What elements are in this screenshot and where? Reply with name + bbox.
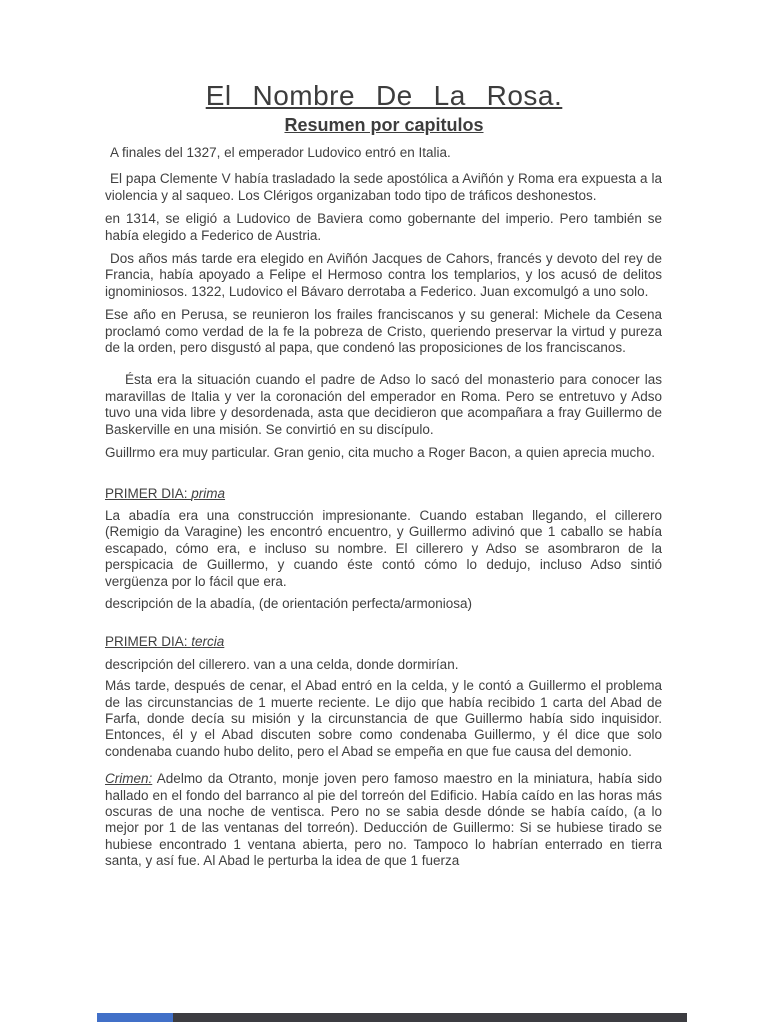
paragraph: Ésta era la situación cuando el padre de Adso lo sacó del monasterio para conocer las maravillas de Italia y ver la coronación del emperador en Roma. Pero se entretuvo y Adso tuvo una vida libre y desordenada, asta que decidieron que acompañara a fray Guillermo de Baskerville en una misión. Se convirtió en su discípulo. [105, 372, 662, 437]
paragraph: Ese año en Perusa, se reunieron los frailes franciscanos y su general: Michele da Cesena proclamó como verdad de la fe la pobreza de Cristo, queriendo preservar la virtud y pureza de la orden, pero disgustó al papa, que condenó las proposiciones de los franciscanos. [105, 307, 662, 356]
paragraph: Dos años más tarde era elegido en Aviñón Jacques de Cahors, francés y devoto del rey de Francia, había apoyado a Felipe el Hermoso contra los templarios, y los acusó de delitos ignominiosos. 1322, Ludovico el Bávaro derrotaba a Federico. Juan excomulgó a uno solo. [105, 251, 662, 299]
section-heading [105, 634, 662, 650]
paragraph: descripción de la abadía, (de orientación perfecta/armoniosa) [105, 595, 472, 611]
heading-hour: prima [191, 485, 226, 501]
paragraph: Guillrmo era muy particular. Gran genio, cita mucho a Roger Bacon, a quien aprecia mucho. [105, 445, 656, 461]
paragraph: El papa Clemente V había trasladado la sede apostólica a Aviñón y Roma era expuesta a la violencia y al saqueo. Los Clérigos organizaban todo tipo de tráficos deshonestos. [105, 171, 662, 203]
heading-hour: tercia [191, 634, 225, 650]
heading-label: PRIMER DIA: [105, 634, 188, 650]
crime-label: Crimen: [105, 771, 153, 787]
heading-label: PRIMER DIA: [105, 485, 188, 501]
document-title: El Nombre De La Rosa. [205, 80, 563, 111]
progress-bar[interactable] [97, 1013, 687, 1022]
progress-fill [97, 1013, 173, 1022]
document-subtitle: Resumen por capitulos [284, 115, 484, 135]
paragraph: Más tarde, después de cenar, el Abad entró en la celda, y le contó a Guillermo el problema de las circunstancias de 1 muerte reciente. Le dijo que había recibido 1 carta del Abad de Farfa, donde decía su misión y la circunstancia de que Guillermo había sido inquisidor. Entonces, él y el Abad discuten sobre como condenaba Guillermo, y él dice que solo condenaba cuando hubo delito, pero el Abad se empeña en que fue causa del demonio. [105, 678, 662, 759]
paragraph: descripción del cillerero. van a una celda, donde dormirían. [105, 656, 459, 672]
paragraph: A finales del 1327, el emperador Ludovico entró en Italia. [110, 145, 451, 160]
paragraph: La abadía era una construcción impresionante. Cuando estaban llegando, el cillerero (Remigio da Varagine) les encontró encuentro, y Guillermo adivinó que 1 caballo se había escapado, cómo era, e incluso su nombre. El cillerero y Adso se asombraron de la perspicacia de Guillermo, y cuando éste contó cómo lo dedujo, incluso Adso sintió vergüenza por lo fácil que era. [105, 507, 662, 589]
section-heading [105, 486, 662, 502]
crime-text: Adelmo da Otranto, monje joven pero famoso maestro en la miniatura, había sido hallado en el fondo del barranco al pie del torreón del Edificio. Había caído en las horas más oscuras de una noche de ventisca. Pero no se sabia desde dónde se había caído, (a lo mejor por 1 de las ventanas del torreón). Deducción de Guillermo: Si se hubiese tirado se hubiese encontrado 1 ventana abierta, pero no. Tampoco lo habrían enterrado en tierra santa, y así fue. Al Abad le perturba la idea de que 1 fuerza [105, 771, 662, 869]
document-body [0, 145, 768, 870]
crime-paragraph [105, 771, 662, 869]
paragraph: en 1314, se eligió a Ludovico de Baviera como gobernante del imperio. Pero también se había elegido a Federico de Austria. [105, 211, 662, 243]
